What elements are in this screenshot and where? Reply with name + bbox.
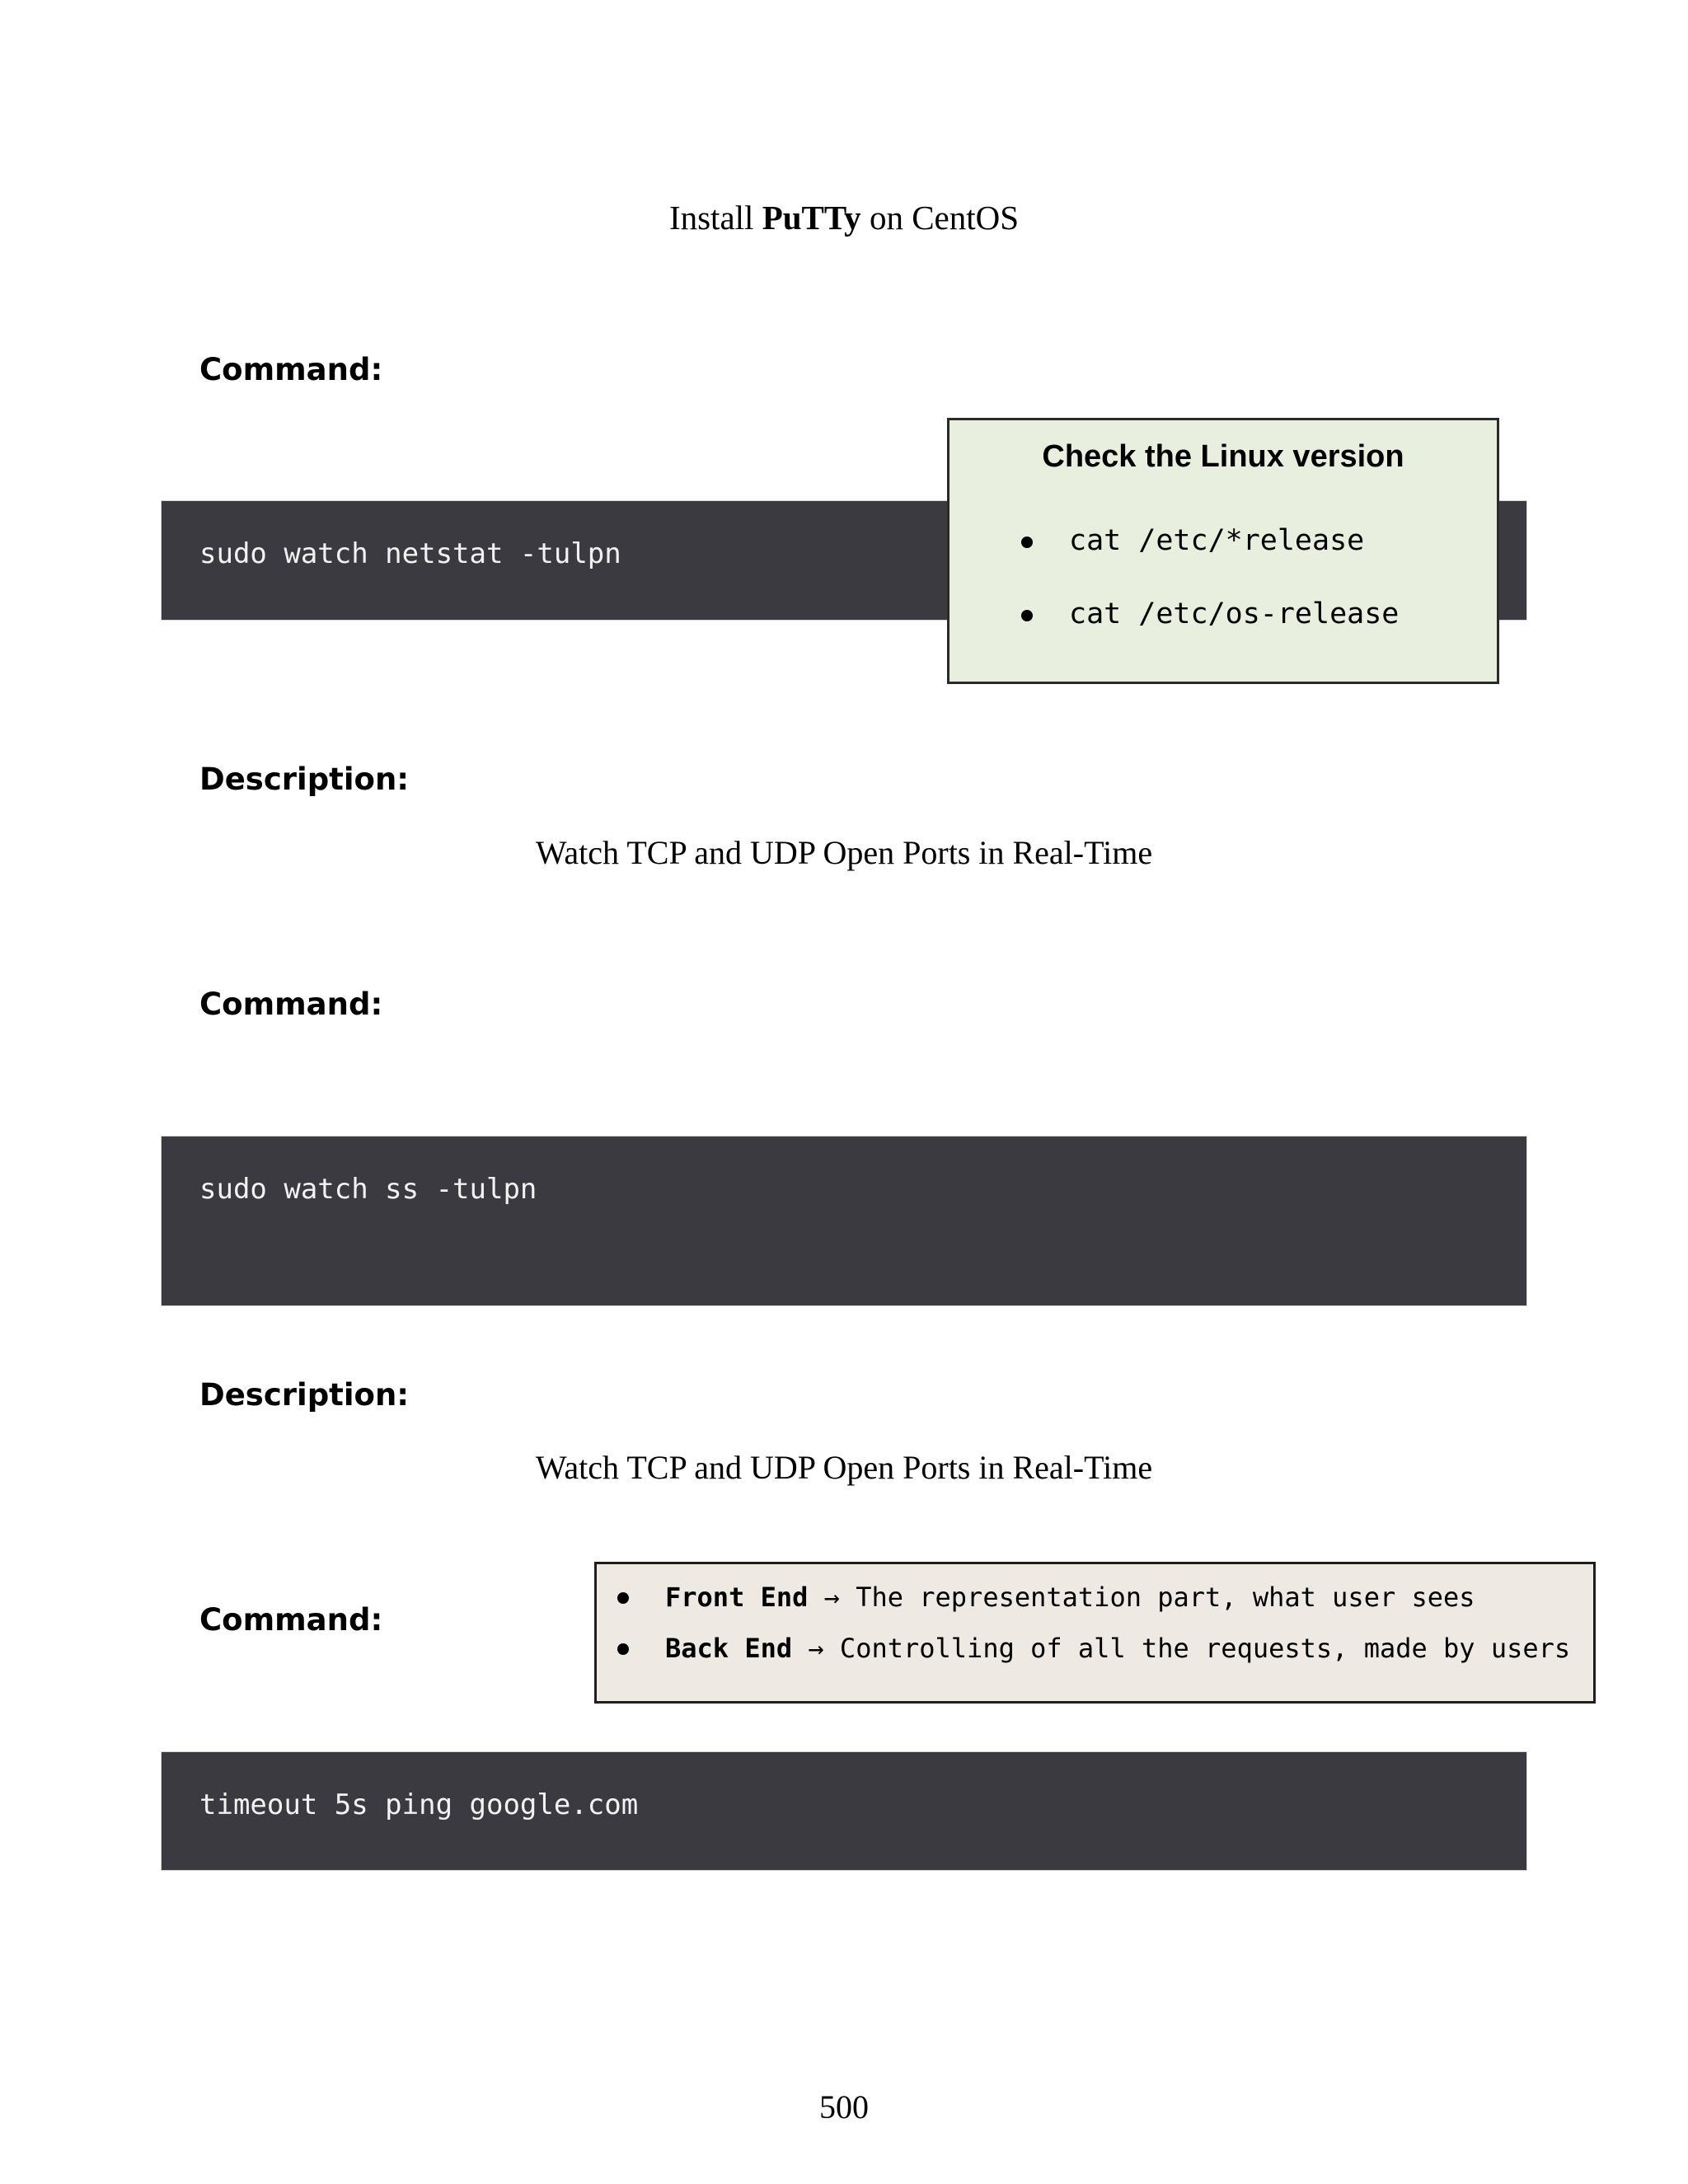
note-item (665, 1581, 1475, 1614)
command-label: Command: (199, 987, 383, 1022)
description-label: Description: (199, 1377, 410, 1413)
title-prefix: Install (668, 199, 762, 237)
description-text: Watch TCP and UDP Open Ports in Real-Time (535, 834, 1153, 871)
note-item: cat /etc/os-release (1069, 598, 1400, 630)
term: Front End (665, 1582, 809, 1613)
code-text: sudo watch netstat -tulpn (199, 537, 621, 570)
arrow: → (792, 1633, 840, 1664)
code-block (161, 1136, 1527, 1306)
code-text: timeout 5s ping google.com (199, 1788, 639, 1821)
title-suffix: on CentOS (860, 199, 1020, 237)
description-label: Description: (199, 762, 410, 797)
page-title (0, 194, 1688, 241)
arrow: → (808, 1582, 856, 1613)
command-label: Command: (199, 352, 383, 387)
title-bold: PuTTy (762, 199, 861, 237)
term: Back End (665, 1633, 793, 1664)
code-block (161, 1751, 1527, 1871)
note-heading: Check the Linux version (1042, 439, 1404, 474)
bullet-icon (617, 1592, 629, 1604)
frontend-backend-note (594, 1562, 1596, 1704)
term-text: The representation part, what user sees (856, 1582, 1475, 1613)
term-text: Controlling of all the requests, made by users (839, 1633, 1571, 1664)
linux-version-note (947, 418, 1499, 684)
code-text: sudo watch ss -tulpn (199, 1173, 537, 1206)
command-label: Command: (199, 1602, 383, 1638)
note-item: cat /etc/*release (1069, 524, 1365, 557)
bullet-icon (617, 1643, 629, 1655)
bullet-icon (1021, 537, 1033, 548)
page-number: 500 (819, 2088, 869, 2125)
description-text: Watch TCP and UDP Open Ports in Real-Time (535, 1449, 1153, 1486)
bullet-icon (1021, 610, 1033, 621)
note-item (665, 1632, 1570, 1665)
